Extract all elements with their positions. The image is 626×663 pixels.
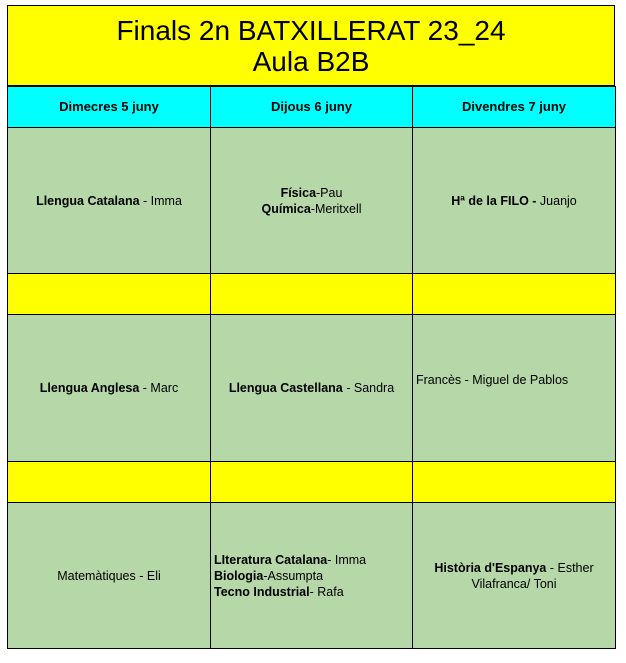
break-row [8, 274, 616, 315]
subject: Llengua Catalana [36, 193, 140, 208]
day-header-3: Divendres 7 juny [413, 87, 616, 128]
teacher: - Imma [139, 193, 182, 208]
teacher: - Imma [327, 552, 367, 567]
exam-row-1 [8, 128, 616, 274]
exam-cell [8, 315, 211, 462]
exam-row-2 [8, 315, 616, 462]
subject: Llengua Anglesa [39, 381, 140, 395]
title-banner [7, 5, 615, 86]
subject: Química [261, 201, 311, 216]
exam-cell [413, 128, 616, 274]
exam-cell [211, 503, 413, 649]
header-row [8, 87, 616, 128]
teacher: - Sandra [342, 381, 395, 395]
exam-cell [413, 315, 616, 462]
subject: Tecno Industrial [214, 584, 310, 599]
subject: Hª de la FILO - [451, 193, 537, 208]
exam-cell [8, 503, 211, 649]
exam-cell [211, 315, 413, 462]
day-header-2: Dijous 6 juny [211, 87, 413, 128]
exam-cell [211, 128, 413, 274]
schedule-table [7, 86, 616, 649]
teacher: - Esther Vilafranca/ Toni [471, 560, 594, 591]
subject: Història d'Espanya [434, 560, 547, 575]
exam-text: Francès - Miguel de Pablos [416, 373, 569, 387]
exam-cell [8, 128, 211, 274]
teacher: Juanjo [536, 193, 577, 208]
subject: Física [280, 185, 317, 200]
title-line-1: Finals 2n BATXILLERAT 23_24 [116, 14, 506, 46]
teacher: -Meritxell [310, 201, 362, 216]
teacher: - Rafa [309, 584, 344, 599]
exam-schedule [7, 5, 615, 649]
title-line-2: Aula B2B [252, 45, 370, 77]
day-header-1: Dimecres 5 juny [8, 87, 211, 128]
subject: LIteratura Catalana [214, 552, 328, 567]
exam-row-3 [8, 503, 616, 649]
exam-cell [413, 503, 616, 649]
subject: Llengua Castellana [228, 381, 343, 395]
teacher: -Pau [316, 185, 343, 200]
break-row [8, 462, 616, 503]
teacher: -Assumpta [263, 568, 324, 583]
teacher: - Marc [139, 381, 179, 395]
subject: Biologia [214, 568, 264, 583]
exam-text: Matemàtiques - Eli [57, 568, 161, 583]
